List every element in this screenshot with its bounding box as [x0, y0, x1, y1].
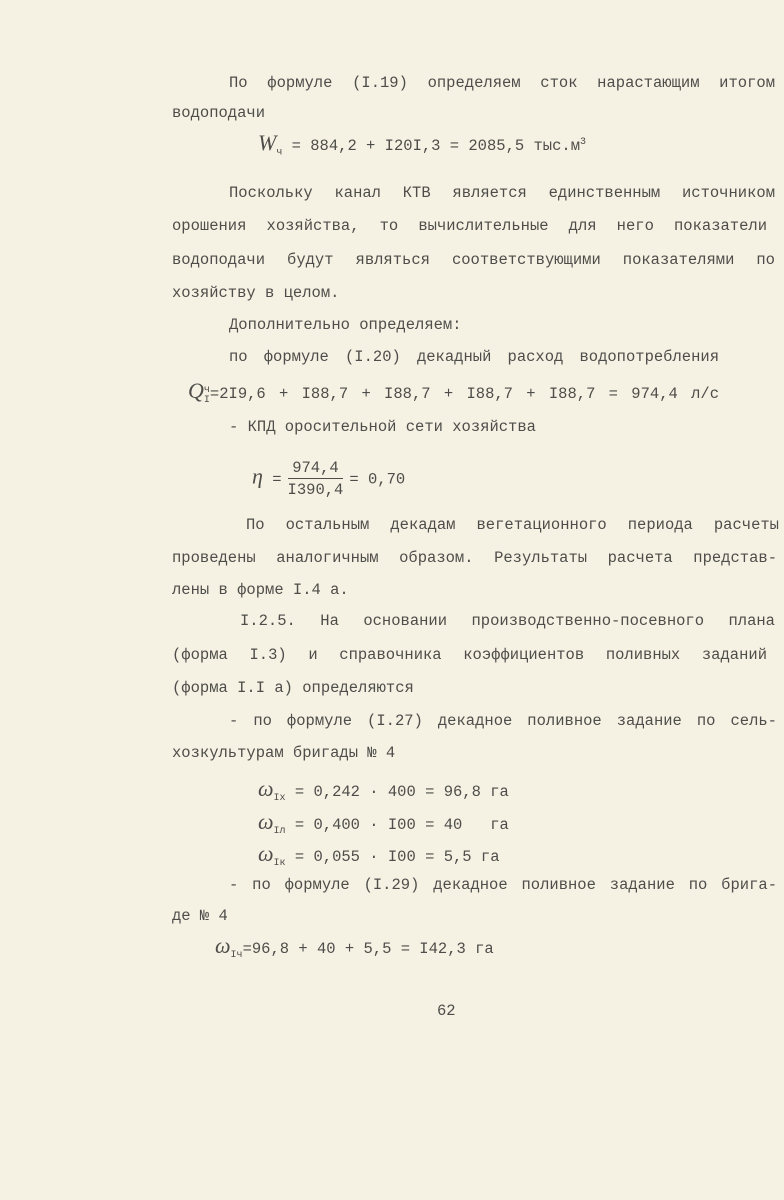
formula-symbol: ω: [258, 776, 274, 801]
paragraph-line: водоподачи: [172, 104, 266, 122]
formula-symbol: ω: [215, 933, 231, 958]
formula-symbol: ω: [258, 809, 274, 834]
formula-symbol: W: [258, 130, 277, 156]
paragraph-line: - по формуле (I.27) декадное поливное задание по сель-: [229, 712, 777, 730]
formula-subscript: Iл: [273, 826, 286, 838]
paragraph-line: хозяйству в целом.: [172, 284, 340, 302]
formula-expression: =2I9,6 + I88,7 + I88,7 + I88,7 + I88,7 = 974,4 л/с: [209, 385, 719, 404]
formula-subscript: I: [203, 395, 210, 407]
paragraph-line: по формуле (I.20) декадный расход водопотребления: [229, 348, 719, 366]
fraction: [288, 458, 344, 501]
paragraph-line: Дополнительно определяем:: [229, 316, 462, 334]
paragraph-line: водоподачи будут являться соответствующими показателями по: [172, 251, 775, 269]
formula-w1k: [258, 841, 500, 874]
formula-w: [258, 130, 587, 163]
formula-subscript: ч: [276, 147, 283, 159]
paragraph-line: I.2.5. На основании производственно-посевного плана: [240, 612, 775, 630]
paragraph-line: проведены аналогичным образом. Результаты расчета представ-: [172, 549, 777, 567]
paragraph-line: По остальным декадам вегетационного периода расчеты: [246, 516, 779, 534]
formula-symbol: η: [252, 463, 263, 489]
formula-symbol: Q: [188, 378, 204, 404]
formula-equals: =: [272, 470, 282, 489]
formula-w1x: [258, 776, 509, 809]
fraction-denominator: I390,4: [287, 481, 344, 499]
paragraph-line: - по формуле (I.29) декадное поливное задание по брига-: [229, 876, 777, 894]
fraction-numerator: 974,4: [288, 458, 344, 479]
paragraph-line: лены в форме I.4 а.: [172, 581, 349, 599]
paragraph-line: (форма I.3) и справочника коэффициентов поливных заданий: [172, 646, 767, 664]
formula-symbol: ω: [258, 841, 274, 866]
formula-expression: = 0,055 · I00 = 5,5 га: [285, 848, 500, 866]
paragraph-line: де № 4: [172, 907, 228, 925]
formula-expression: =96,8 + 40 + 5,5 = I42,3 га: [242, 940, 494, 958]
paragraph-line: - КПД оросительной сети хозяйства: [229, 418, 536, 436]
formula-expression: = 0,242 · 400 = 96,8 га: [285, 783, 509, 801]
formula-w1ch: [215, 933, 494, 966]
paragraph-line: хозкультурам бригады № 4: [172, 744, 396, 762]
paragraph-line: орошения хозяйства, то вычислительные для него показатели: [172, 217, 767, 235]
paragraph-line: Поскольку канал КТВ является единственным источником: [229, 184, 775, 202]
formula-subscript: Iк: [273, 858, 286, 870]
paragraph-line: По формуле (I.19) определяем сток нарастающим итогом: [229, 74, 775, 92]
formula-expression: = 0,400 · I00 = 40 га: [285, 816, 509, 834]
formula-superscript: ч: [203, 385, 210, 396]
page-number: 62: [437, 1002, 456, 1020]
formula-expression: = 884,2 + I20I,3 = 2085,5 тыс.м: [282, 137, 580, 156]
paragraph-line: (форма I.I а) определяются: [172, 679, 414, 697]
formula-eta: [252, 458, 405, 501]
formula-subscript: Iч: [230, 950, 243, 962]
formula-superscript: 3: [580, 137, 587, 148]
formula-q: [188, 378, 778, 411]
formula-result: = 0,70: [349, 470, 406, 489]
formula-subscript: Iх: [273, 793, 286, 805]
formula-w1l: [258, 809, 509, 842]
